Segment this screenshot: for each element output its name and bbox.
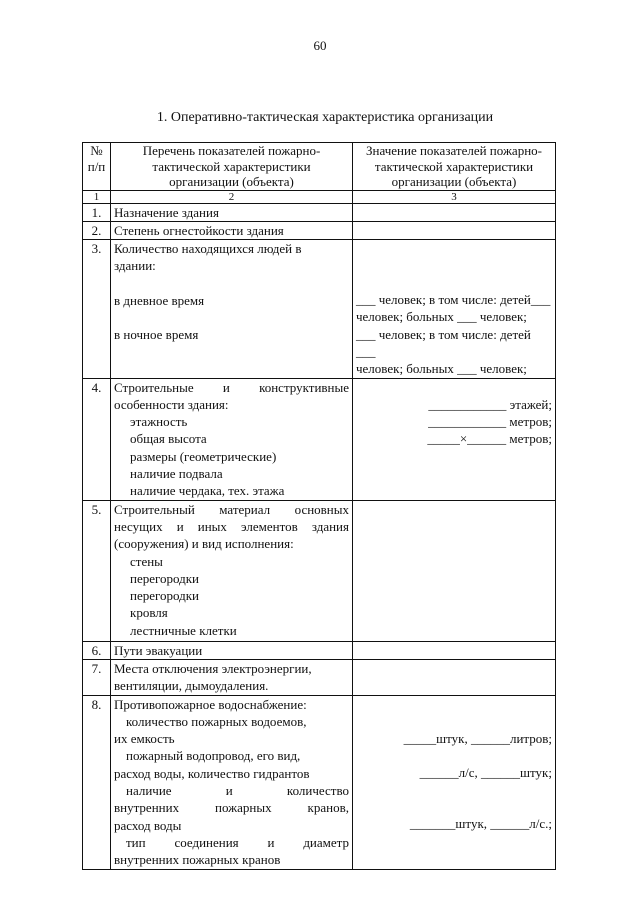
row-label: Количество находящихся людей в здании: в дневное время в ночное время [111, 240, 353, 378]
row-label: Назначение здания [111, 203, 353, 221]
column-number-row: 1 2 3 [83, 190, 556, 203]
row-value: ____________ этажей; ____________ метров; _____×______ метров; [353, 378, 556, 500]
table-row: 4. Строительные и конструктивные особенности здания: этажность общая высота размеры (геометрические) наличие подвала наличие чердака, тех. этажа ____________ этажей; ____________ метров; _____×______ метров; [83, 378, 556, 500]
row-value [353, 641, 556, 659]
table-header-row [83, 143, 556, 191]
row-label: Противопожарное водоснабжение: количество пожарных водоемов, их емкость пожарный водопровод, его вид, расход воды, количество гидрантов наличие и количество внутренних пожарных кранов, расход воды тип соединения и диаметр внутренних пожарных кранов [111, 695, 353, 869]
header-indicator-value: Значение показателей пожарно- тактической характеристики организации (объекта) [353, 143, 556, 191]
table-row: 3. Количество находящихся людей в здании: в дневное время в ночное время ___ человек; в том числе: детей___ человек; больных ___ человек; ___ человек; в том числе: детей ___ человек; больных ___ человек; [83, 240, 556, 378]
header-indicator-list: Перечень показателей пожарно- тактической характеристики организации (объекта) [111, 143, 353, 191]
row-value [353, 203, 556, 221]
row-value: _____штук, ______литров; ______л/с, ______штук; _______штук, ______л/с.; [353, 695, 556, 869]
document-title: 1. Оперативно-тактическая характеристика организации [156, 110, 494, 125]
table-row: 8. Противопожарное водоснабжение: количество пожарных водоемов, их емкость пожарный водопровод, его вид, расход воды, количество гидрантов наличие и количество внутренних пожарных кранов, расход воды тип соединения и диаметр внутренних пожарных кранов _____штук, ______литров; ______л/с, ______штук; _______штук, ______л/с.; [83, 695, 556, 869]
table-row: 1. Назначение здания [83, 203, 556, 221]
table-row: 5. Строительный материал основных несущих и иных элементов здания (сооружения) и вид исполнения: стены перегородки перегородки кровля лестничные клетки [83, 500, 556, 641]
row-label: Пути эвакуации [111, 641, 353, 659]
table-row: 2. Степень огнестойкости здания [83, 221, 556, 239]
row-value [353, 500, 556, 641]
header-number: № п/п [83, 143, 111, 191]
table-row: 6. Пути эвакуации [83, 641, 556, 659]
row-value [353, 221, 556, 239]
row-value [353, 659, 556, 695]
page-number: 60 [313, 38, 327, 53]
row-value: ___ человек; в том числе: детей___ человек; больных ___ человек; ___ человек; в том числе: детей ___ человек; больных ___ человек; [353, 240, 556, 378]
table-row: 7. Места отключения электроэнергии, вентиляции, дымоудаления. [83, 659, 556, 695]
row-label: Места отключения электроэнергии, вентиляции, дымоудаления. [111, 659, 353, 695]
characteristics-table [82, 142, 556, 870]
row-label: Строительные и конструктивные особенности здания: этажность общая высота размеры (геометрические) наличие подвала наличие чердака, тех. этажа [111, 378, 353, 500]
row-label: Строительный материал основных несущих и иных элементов здания (сооружения) и вид исполнения: стены перегородки перегородки кровля лестничные клетки [111, 500, 353, 641]
row-label: Степень огнестойкости здания [111, 221, 353, 239]
